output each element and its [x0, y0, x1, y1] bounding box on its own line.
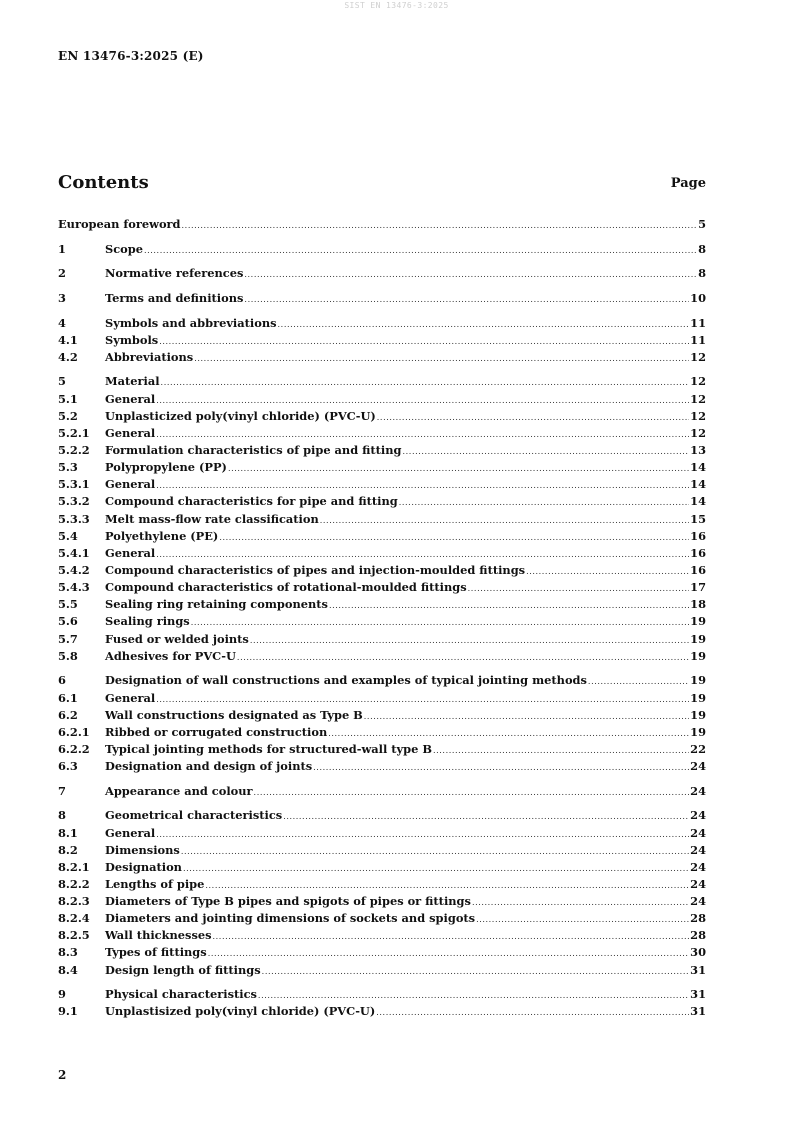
- toc-entry[interactable]: [58, 579, 706, 596]
- toc-entry-number: 5.4: [58, 528, 78, 543]
- toc-entry-page: 31: [690, 962, 706, 977]
- toc-entry-page: 14: [690, 494, 706, 509]
- toc-entry-title: Compound characteristics for pipe and fitting: [105, 494, 398, 509]
- toc-entry[interactable]: [58, 493, 706, 510]
- toc-entry[interactable]: [58, 707, 706, 724]
- toc-dot-leader: [328, 725, 689, 742]
- toc-dot-leader: [191, 614, 689, 631]
- watermark: SIST EN 13476-3:2025: [344, 1, 449, 10]
- toc-dot-leader: [144, 242, 697, 259]
- toc-entry[interactable]: [58, 265, 706, 282]
- toc-entry-page: 24: [690, 876, 706, 891]
- toc-entry-page: 30: [690, 945, 706, 960]
- toc-entry[interactable]: [58, 944, 706, 961]
- toc-entry[interactable]: [58, 613, 706, 630]
- toc-entry[interactable]: [58, 859, 706, 876]
- page-number: 2: [58, 1068, 67, 1082]
- toc-entry-page: 24: [690, 894, 706, 909]
- toc-entry-title: Design length of fittings: [105, 962, 261, 977]
- toc-entry-number: 8.2.5: [58, 928, 90, 943]
- toc-entry-page: 28: [690, 911, 706, 926]
- toc-entry-page: 24: [690, 825, 706, 840]
- toc-dot-leader: [468, 580, 690, 597]
- toc-entry-title: Typical jointing methods for structured-wall type B: [105, 741, 432, 756]
- toc-entry-page: 16: [690, 563, 706, 578]
- toc-entry-number: 5.3.2: [58, 494, 90, 509]
- toc-entry[interactable]: [58, 511, 706, 528]
- toc-dot-leader: [159, 333, 689, 350]
- toc-entry-number: 9: [58, 987, 66, 1002]
- toc-entry-number: 8.2.1: [58, 859, 90, 874]
- toc-dot-leader: [258, 987, 689, 1004]
- toc-entry-title: Abbreviations: [105, 349, 194, 364]
- toc-entry-page: 22: [690, 741, 706, 756]
- toc-entry-title: General: [105, 425, 156, 440]
- toc-entry-page: 12: [690, 425, 706, 440]
- toc-entry-title: General: [105, 825, 156, 840]
- toc-entry-title: European foreword: [58, 217, 181, 231]
- toc-entry-title: Designation of wall constructions and examples of typical jointing methods: [105, 673, 587, 688]
- toc-dot-leader: [399, 494, 689, 511]
- toc-dot-leader: [262, 963, 689, 980]
- toc-dot-leader: [205, 877, 689, 894]
- toc-entry-title: Physical characteristics: [105, 987, 257, 1002]
- toc-dot-leader: [433, 742, 689, 759]
- toc-entry-number: 5.2.2: [58, 443, 90, 458]
- toc-entry[interactable]: [58, 528, 706, 545]
- toc-dot-leader: [320, 512, 689, 529]
- toc-entry-title: Lengths of pipe: [105, 876, 205, 891]
- toc-entry-number: 6: [58, 673, 66, 688]
- toc-dot-leader: [313, 759, 689, 776]
- toc-dot-leader: [156, 826, 689, 843]
- toc-entry-page: 31: [690, 1004, 706, 1019]
- toc-entry-number: 1: [58, 241, 66, 256]
- toc-entry-page: 5: [698, 217, 706, 231]
- toc-entry-title: Symbols: [105, 332, 159, 347]
- toc-entry-number: 5.8: [58, 648, 78, 663]
- toc-entry[interactable]: [58, 442, 706, 459]
- toc-entry-title: Designation and design of joints: [105, 759, 313, 774]
- toc-entry-page: 8: [698, 241, 706, 256]
- toc-entry-number: 6.2.1: [58, 724, 90, 739]
- toc-entry-number: 5.3.3: [58, 511, 90, 526]
- toc-entry-page: 12: [690, 374, 706, 389]
- toc-entry-number: 7: [58, 783, 66, 798]
- toc-entry-title: Wall thicknesses: [105, 928, 212, 943]
- toc-entry[interactable]: [58, 893, 706, 910]
- toc-entry-number: 8.2.3: [58, 894, 90, 909]
- toc-dot-leader: [588, 673, 689, 690]
- toc-entry-title: Appearance and colour: [105, 783, 253, 798]
- toc-entry[interactable]: [58, 216, 706, 233]
- page-column-heading: Page: [670, 176, 706, 191]
- toc-entry-page: 19: [690, 690, 706, 705]
- toc-entry[interactable]: [58, 741, 706, 758]
- toc-entry-title: Fused or welded joints: [105, 631, 249, 646]
- toc-entry-number: 8.4: [58, 962, 78, 977]
- toc-entry-number: 8.2.2: [58, 876, 90, 891]
- toc-entry-title: Material: [105, 374, 160, 389]
- toc-entry-title: General: [105, 391, 156, 406]
- toc-entry-title: Wall constructions designated as Type B: [105, 707, 363, 722]
- toc-entry-title: Melt mass-flow rate classification: [105, 511, 319, 526]
- toc-entry-page: 12: [690, 391, 706, 406]
- toc-entry[interactable]: [58, 349, 706, 366]
- toc-entry-number: 8.3: [58, 945, 78, 960]
- toc-entry-number: 4: [58, 315, 66, 330]
- toc-entry-page: 19: [690, 707, 706, 722]
- toc-entry-page: 24: [690, 808, 706, 823]
- toc-entry-number: 6.1: [58, 690, 78, 705]
- toc-entry[interactable]: [58, 332, 706, 349]
- toc-entry-title: Polypropylene (PP): [105, 460, 227, 475]
- document-id: EN 13476-3:2025 (E): [58, 49, 204, 63]
- toc-entry-title: Sealing rings: [105, 614, 190, 629]
- toc-dot-leader: [250, 632, 689, 649]
- toc-entry-title: Formulation characteristics of pipe and fitting: [105, 443, 402, 458]
- toc-dot-leader: [377, 409, 689, 426]
- toc-entry-title: Types of fittings: [105, 945, 207, 960]
- toc-entry[interactable]: [58, 391, 706, 408]
- toc-dot-leader: [403, 443, 690, 460]
- toc-entry[interactable]: [58, 562, 706, 579]
- toc-entry-page: 24: [690, 759, 706, 774]
- toc-entry[interactable]: [58, 648, 706, 665]
- toc-entry-page: 12: [690, 408, 706, 423]
- toc-entry[interactable]: [58, 724, 706, 741]
- toc-dot-leader: [244, 291, 689, 308]
- toc-dot-leader: [283, 808, 689, 825]
- toc-entry[interactable]: [58, 672, 706, 689]
- toc-entry[interactable]: [58, 962, 706, 979]
- toc-entry-title: Sealing ring retaining components: [105, 597, 328, 612]
- toc-entry-number: 8: [58, 808, 66, 823]
- toc-entry[interactable]: [58, 910, 706, 927]
- toc-entry-number: 6.3: [58, 759, 78, 774]
- toc-entry-page: 24: [690, 859, 706, 874]
- toc-entry-page: 15: [690, 511, 706, 526]
- toc-entry-page: 16: [690, 545, 706, 560]
- toc-entry-number: 2: [58, 266, 66, 281]
- contents-heading: Contents: [58, 172, 149, 193]
- table-of-contents: [58, 216, 706, 1021]
- toc-dot-leader: [194, 350, 689, 367]
- toc-dot-leader: [183, 860, 689, 877]
- toc-entry[interactable]: [58, 290, 706, 307]
- toc-dot-leader: [156, 477, 689, 494]
- toc-entry-title: Scope: [105, 241, 143, 256]
- toc-entry[interactable]: [58, 241, 706, 258]
- toc-entry-number: 5: [58, 374, 66, 389]
- toc-entry-title: Adhesives for PVC-U: [105, 648, 236, 663]
- toc-entry-number: 5.4.1: [58, 545, 90, 560]
- toc-entry-title: General: [105, 690, 156, 705]
- toc-entry-number: 5.7: [58, 631, 78, 646]
- toc-entry-title: Geometrical characteristics: [105, 808, 283, 823]
- toc-dot-leader: [228, 460, 689, 477]
- toc-dot-leader: [181, 843, 689, 860]
- toc-entry-page: 17: [690, 580, 706, 595]
- toc-entry-page: 18: [690, 597, 706, 612]
- toc-entry-page: 10: [690, 290, 706, 305]
- toc-entry-number: 4.1: [58, 332, 78, 347]
- toc-dot-leader: [329, 597, 689, 614]
- toc-entry-page: 11: [690, 315, 706, 330]
- toc-dot-leader: [156, 426, 689, 443]
- toc-dot-leader: [476, 911, 689, 928]
- toc-entry-title: Terms and definitions: [105, 290, 244, 305]
- toc-dot-leader: [244, 266, 697, 283]
- toc-entry[interactable]: [58, 408, 706, 425]
- toc-entry[interactable]: [58, 825, 706, 842]
- toc-entry[interactable]: [58, 459, 706, 476]
- toc-entry-page: 19: [690, 648, 706, 663]
- toc-entry-page: 14: [690, 477, 706, 492]
- toc-entry-page: 19: [690, 614, 706, 629]
- toc-entry-page: 24: [690, 842, 706, 857]
- toc-entry-title: Unplastisized poly(vinyl chloride) (PVC-U): [105, 1004, 376, 1019]
- toc-entry[interactable]: [58, 425, 706, 442]
- toc-entry[interactable]: [58, 1003, 706, 1020]
- toc-dot-leader: [472, 894, 689, 911]
- toc-entry-number: 8.2.4: [58, 911, 90, 926]
- toc-entry-title: Diameters of Type B pipes and spigots of pipes or fittings: [105, 894, 471, 909]
- toc-dot-leader: [208, 945, 689, 962]
- toc-entry-title: Polyethylene (PE): [105, 528, 219, 543]
- toc-entry[interactable]: [58, 476, 706, 493]
- toc-entry-page: 12: [690, 349, 706, 364]
- toc-entry-title: Compound characteristics of rotational-moulded fittings: [105, 580, 467, 595]
- toc-entry-title: General: [105, 477, 156, 492]
- toc-entry-title: Normative references: [105, 266, 244, 281]
- toc-dot-leader: [364, 708, 689, 725]
- toc-entry-title: Unplasticized poly(vinyl chloride) (PVC-U): [105, 408, 376, 423]
- toc-entry[interactable]: [58, 690, 706, 707]
- toc-entry-page: 28: [690, 928, 706, 943]
- toc-entry-title: Ribbed or corrugated construction: [105, 724, 328, 739]
- toc-dot-leader: [161, 374, 690, 391]
- toc-entry-page: 13: [690, 443, 706, 458]
- toc-entry[interactable]: [58, 807, 706, 824]
- toc-entry-page: 31: [690, 987, 706, 1002]
- toc-entry-title: Symbols and abbreviations: [105, 315, 277, 330]
- toc-entry-number: 6.2.2: [58, 741, 90, 756]
- toc-dot-leader: [156, 691, 689, 708]
- toc-dot-leader: [219, 529, 689, 546]
- toc-entry-number: 8.2: [58, 842, 78, 857]
- toc-entry-page: 11: [690, 332, 706, 347]
- toc-entry-number: 5.2.1: [58, 425, 90, 440]
- toc-entry-title: Designation: [105, 859, 182, 874]
- toc-entry[interactable]: [58, 545, 706, 562]
- toc-entry[interactable]: [58, 631, 706, 648]
- toc-entry[interactable]: [58, 758, 706, 775]
- toc-entry[interactable]: [58, 315, 706, 332]
- toc-dot-leader: [237, 649, 689, 666]
- toc-entry-page: 14: [690, 460, 706, 475]
- toc-dot-leader: [182, 217, 698, 234]
- toc-entry-title: General: [105, 545, 156, 560]
- toc-entry-number: 5.3: [58, 460, 78, 475]
- toc-entry[interactable]: [58, 373, 706, 390]
- toc-dot-leader: [376, 1004, 689, 1021]
- toc-entry-number: 5.3.1: [58, 477, 90, 492]
- toc-dot-leader: [213, 928, 690, 945]
- toc-entry-number: 5.5: [58, 597, 78, 612]
- toc-entry-page: 19: [690, 724, 706, 739]
- toc-entry-number: 5.4.3: [58, 580, 90, 595]
- toc-entry[interactable]: [58, 783, 706, 800]
- toc-entry-page: 8: [698, 266, 706, 281]
- toc-entry-page: 19: [690, 673, 706, 688]
- toc-entry[interactable]: [58, 986, 706, 1003]
- toc-entry-page: 24: [690, 783, 706, 798]
- toc-entry-title: Compound characteristics of pipes and injection-moulded fittings: [105, 563, 526, 578]
- toc-entry[interactable]: [58, 876, 706, 893]
- toc-entry-number: 9.1: [58, 1004, 78, 1019]
- toc-entry-number: 3: [58, 290, 66, 305]
- toc-entry[interactable]: [58, 927, 706, 944]
- toc-entry-title: Dimensions: [105, 842, 180, 857]
- toc-entry-number: 6.2: [58, 707, 78, 722]
- toc-entry-number: 5.2: [58, 408, 78, 423]
- toc-dot-leader: [278, 316, 690, 333]
- toc-entry-number: 5.4.2: [58, 563, 90, 578]
- toc-dot-leader: [156, 392, 689, 409]
- toc-dot-leader: [526, 563, 689, 580]
- toc-entry-page: 16: [690, 528, 706, 543]
- toc-entry-number: 5.1: [58, 391, 78, 406]
- toc-dot-leader: [254, 784, 690, 801]
- toc-entry-number: 4.2: [58, 349, 78, 364]
- toc-entry[interactable]: [58, 842, 706, 859]
- toc-entry[interactable]: [58, 596, 706, 613]
- toc-entry-number: 8.1: [58, 825, 78, 840]
- toc-dot-leader: [156, 546, 689, 563]
- toc-entry-title: Diameters and jointing dimensions of sockets and spigots: [105, 911, 476, 926]
- toc-entry-number: 5.6: [58, 614, 78, 629]
- toc-entry-page: 19: [690, 631, 706, 646]
